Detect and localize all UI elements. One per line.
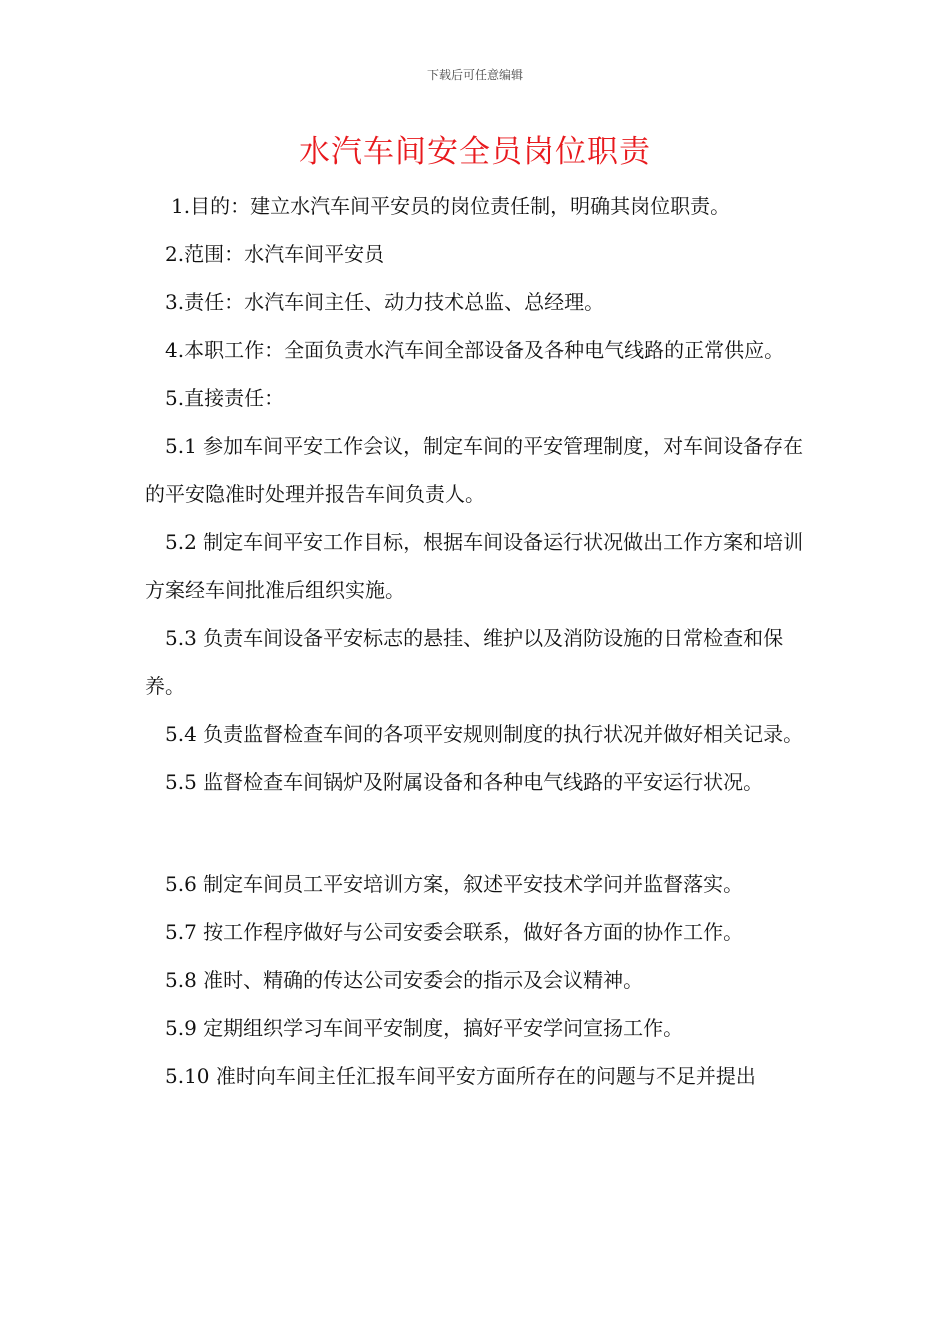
paragraph-scope: 2.范围：水汽车间平安员 — [165, 242, 385, 266]
paragraph-item-5-7: 5.7 按工作程序做好与公司安委会联系，做好各方面的协作工作。 — [165, 920, 744, 944]
document-title: 水汽车间安全员岗位职责 — [299, 134, 651, 170]
paragraph-spacer — [145, 806, 810, 860]
paragraph-item-5-6: 5.6 制定车间员工平安培训方案，叙述平安技术学问并监督落实。 — [165, 872, 744, 896]
paragraph-duty: 4.本职工作：全面负责水汽车间全部设备及各种电气线路的正常供应。 — [165, 338, 785, 362]
header-note: 下载后可任意编辑 — [426, 68, 523, 82]
paragraph-item-5-4: 5.4 负责监督检查车间的各项平安规则制度的执行状况并做好相关记录。 — [165, 722, 804, 746]
paragraph-item-5-5: 5.5 监督检查车间锅炉及附属设备和各种电气线路的平安运行状况。 — [165, 770, 764, 794]
paragraph-responsibility: 3.责任：水汽车间主任、动力技术总监、总经理。 — [165, 290, 605, 314]
paragraph-item-5-2: 5.2 制定车间平安工作目标，根据车间设备运行状况做出工作方案和培训方案经车间批准后组织实施。 — [145, 530, 804, 602]
paragraph-item-5-1: 5.1 参加车间平安工作会议，制定车间的平安管理制度，对车间设备存在的平安隐准时处理并报告车间负责人。 — [145, 434, 804, 506]
paragraph-direct-responsibility: 5.直接责任： — [165, 386, 285, 410]
paragraph-item-5-10: 5.10 准时向车间主任汇报车间平安方面所存在的问题与不足并提出 — [165, 1064, 756, 1088]
paragraph-item-5-3: 5.3 负责车间设备平安标志的悬挂、维护以及消防设施的日常检查和保养。 — [145, 626, 784, 698]
document-body — [145, 182, 810, 1100]
paragraph-purpose: 1.目的：建立水汽车间平安员的岗位责任制，明确其岗位职责。 — [171, 194, 731, 218]
paragraph-item-5-8: 5.8 准时、精确的传达公司安委会的指示及会议精神。 — [165, 968, 644, 992]
paragraph-item-5-9: 5.9 定期组织学习车间平安制度，搞好平安学问宣扬工作。 — [165, 1016, 684, 1040]
